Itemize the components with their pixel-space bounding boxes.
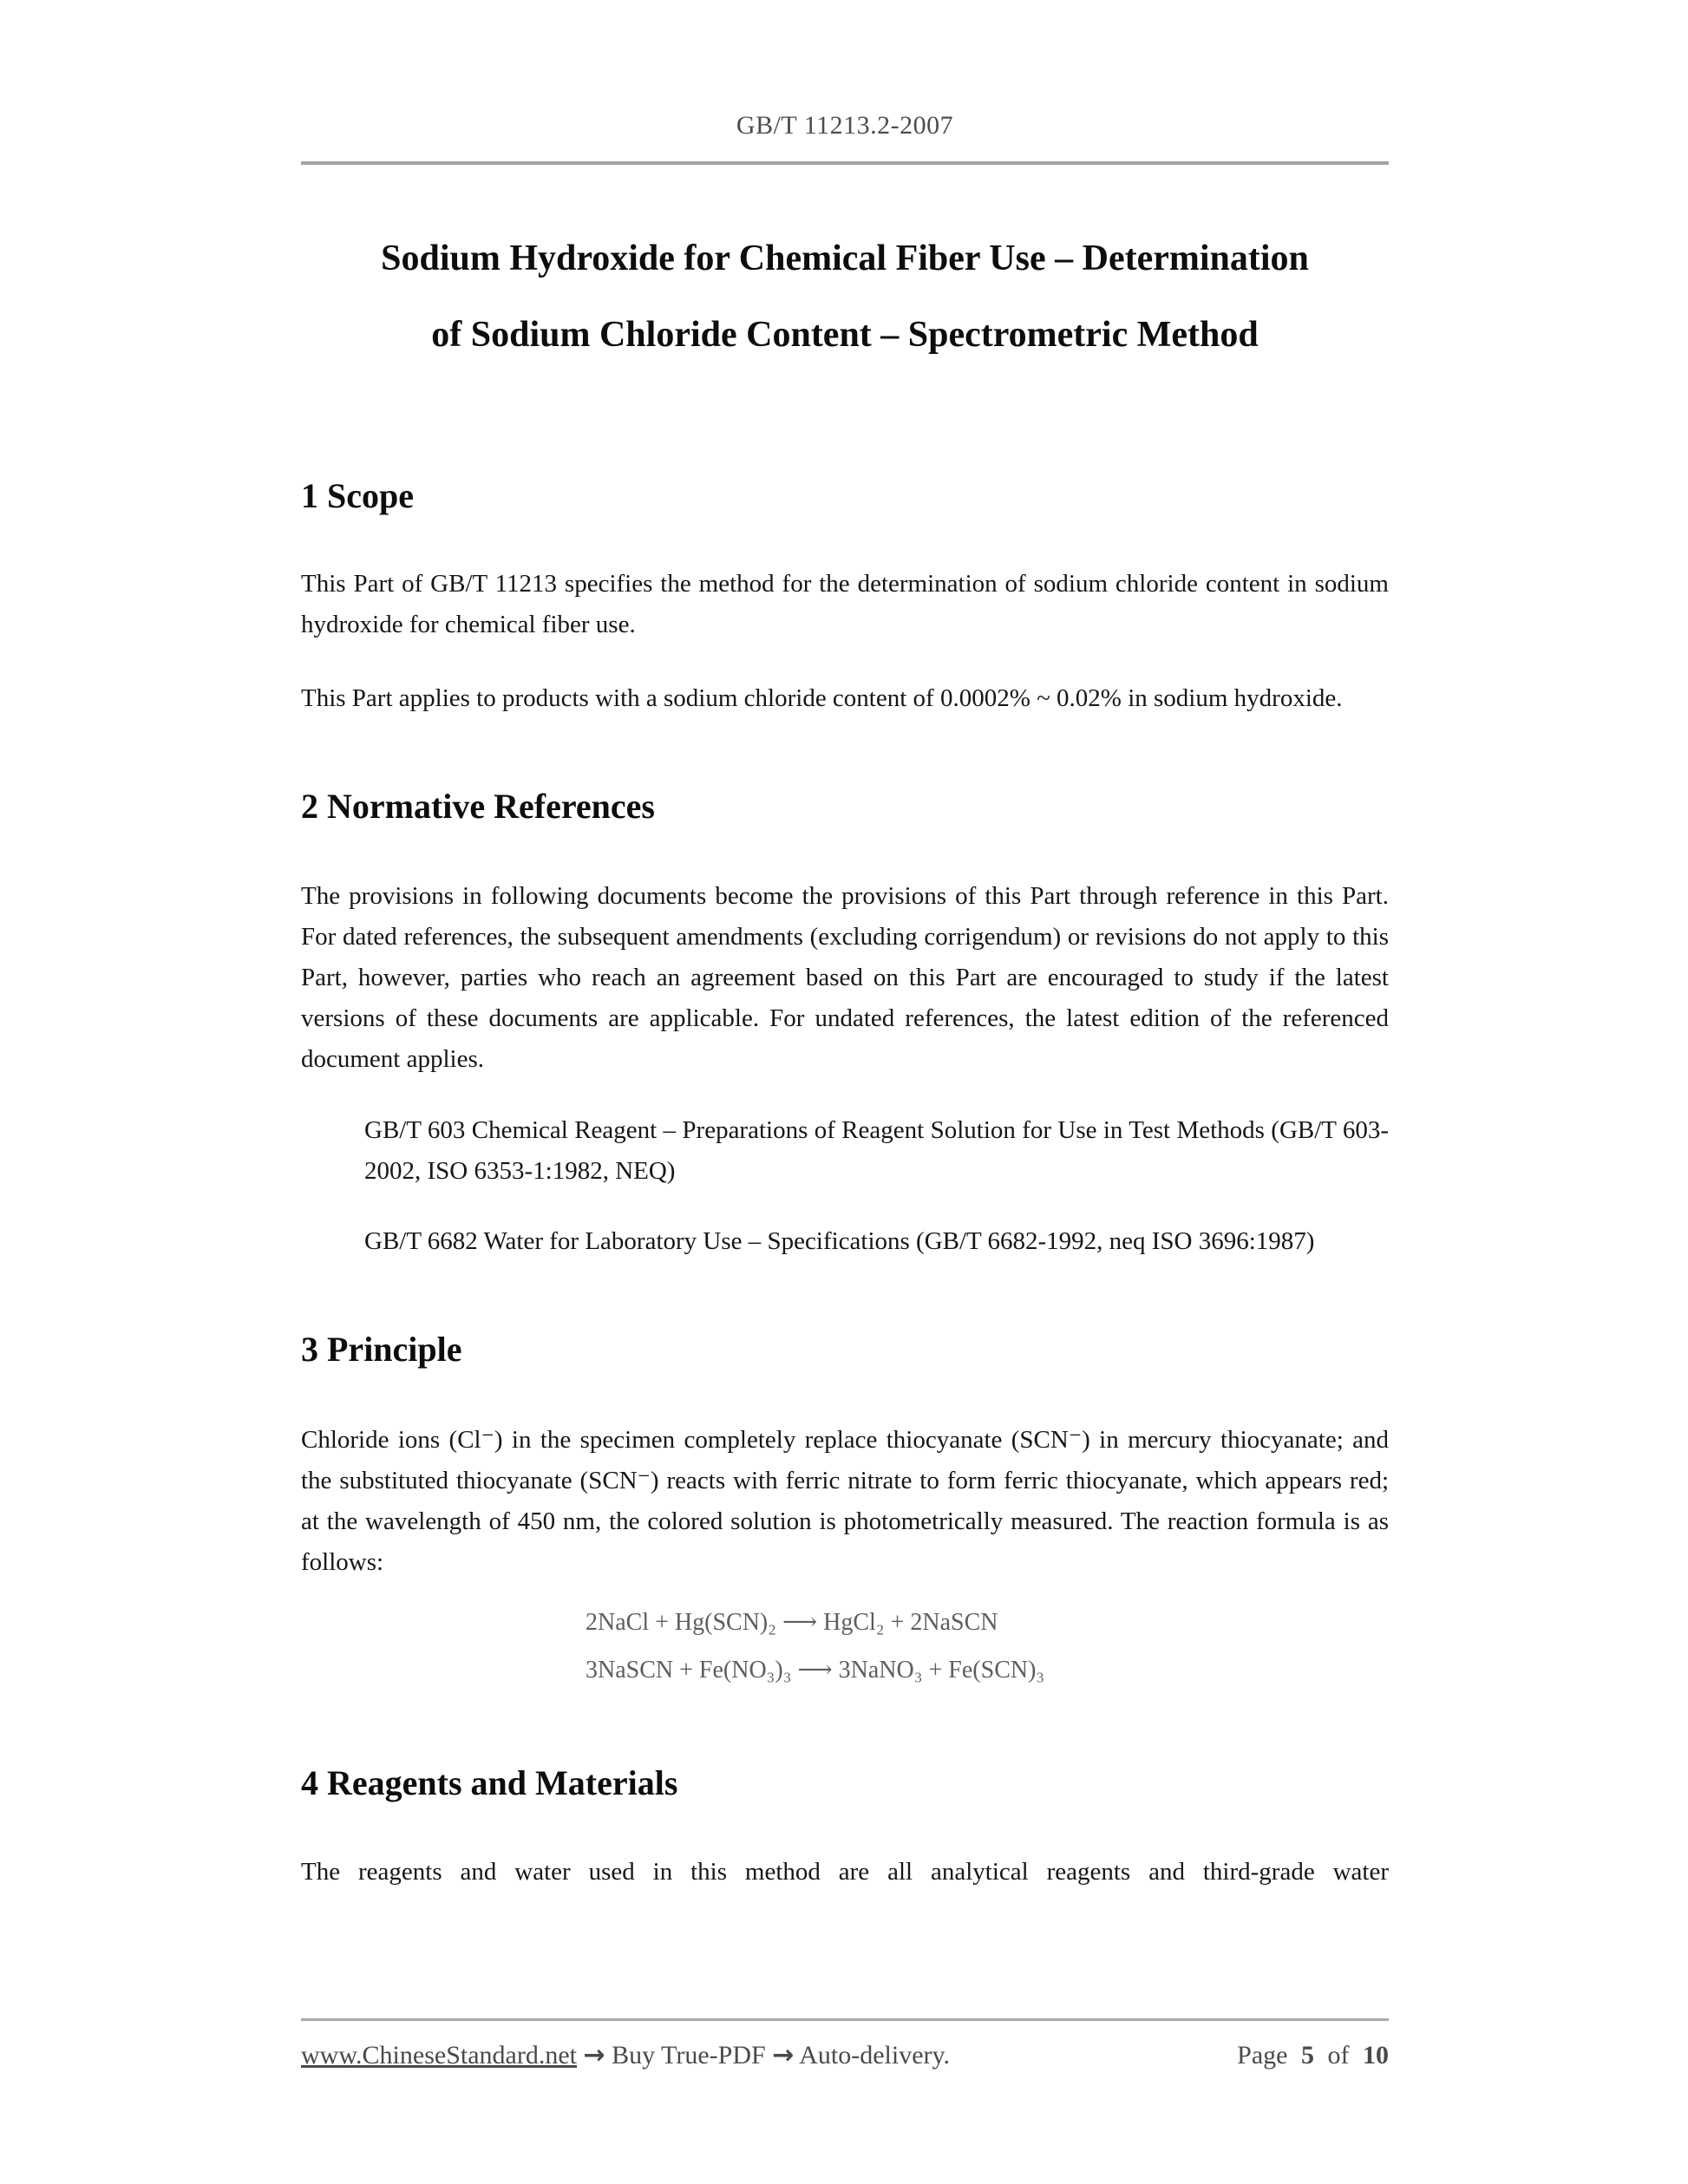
normative-references-paragraph: The provisions in following documents become the provisions of this Part through reference in this Part. For dated references, the subsequent amendments (excluding corrigendum) or revisions do not apply to this Part, however, parties who reach an agreement based on this Part are encouraged to study if the latest versions of these documents are applicable. For undated references, the latest edition of the referenced document applies. — [301, 882, 1389, 1073]
scope-paragraph-2: This Part applies to products with a sodium chloride content of 0.0002% ~ 0.02% in sodium hydroxide. — [301, 684, 1343, 712]
footer-row — [301, 2039, 1389, 2072]
heading-scope: 1 Scope — [301, 476, 414, 515]
of-label: of — [1327, 2041, 1350, 2070]
title-line-1: Sodium Hydroxide for Chemical Fiber Use – Determination — [381, 239, 1309, 278]
footer-left — [301, 2039, 950, 2072]
page-indicator — [1237, 2039, 1389, 2072]
heading-normative-references: 2 Normative References — [301, 787, 655, 826]
footer-buy-text: Buy True-PDF — [612, 2041, 766, 2070]
page-number: 5 — [1301, 2041, 1314, 2070]
footer-delivery-text: Auto-delivery. — [799, 2041, 951, 2070]
footer-rule — [301, 2018, 1389, 2021]
principle-paragraph: Chloride ions (Cl⁻) in the specimen completely replace thiocyanate (SCN⁻) in mercury thiocyanate; and the substituted thiocyanate (SCN⁻) reacts with ferric nitrate to form ferric thiocyanate, which appears red; at the wavelength of 450 nm, the colored solution is photometrically measured. The reaction formula is as follows: — [301, 1426, 1389, 1576]
arrow-icon: → — [583, 2040, 605, 2070]
heading-reagents-materials: 4 Reagents and Materials — [301, 1763, 678, 1802]
heading-principle: 3 Principle — [301, 1330, 462, 1369]
scope-paragraph-1: This Part of GB/T 11213 specifies the method for the determination of sodium chloride content in sodium hydroxide for chemical fiber use. — [301, 570, 1389, 638]
page-total: 10 — [1363, 2041, 1389, 2070]
title-line-2: of Sodium Chloride Content – Spectrometric Method — [431, 315, 1259, 355]
doc-number: GB/T 11213.2-2007 — [736, 111, 954, 140]
reference-gbt6682: GB/T 6682 Water for Laboratory Use – Specifications (GB/T 6682-1992, neq ISO 3696:1987) — [364, 1227, 1315, 1255]
reaction-formula-2: 3NaSCN + Fe(NO₃)₃ ⟶ 3NaNO₃ + Fe(SCN)₃ — [586, 1657, 1045, 1684]
reaction-formulas — [301, 1599, 1389, 1694]
website-link[interactable]: www.ChineseStandard.net — [301, 2041, 577, 2070]
page-footer — [301, 2018, 1389, 2072]
document-title — [301, 220, 1389, 373]
page-label: Page — [1237, 2041, 1288, 2070]
arrow-icon: → — [772, 2040, 795, 2070]
document-content — [301, 0, 1389, 1893]
reference-gbt603: GB/T 603 Chemical Reagent – Preparations of Reagent Solution for Use in Test Methods (GB/T 603-2002, ISO 6353-1:1982, NEQ) — [364, 1116, 1389, 1185]
reaction-formula-1: 2NaCl + Hg(SCN)₂ ⟶ HgCl₂ + 2NaSCN — [586, 1609, 998, 1636]
reagents-paragraph: The reagents and water used in this method are all analytical reagents and third-grade water — [301, 1858, 1389, 1886]
header-rule — [301, 161, 1389, 165]
